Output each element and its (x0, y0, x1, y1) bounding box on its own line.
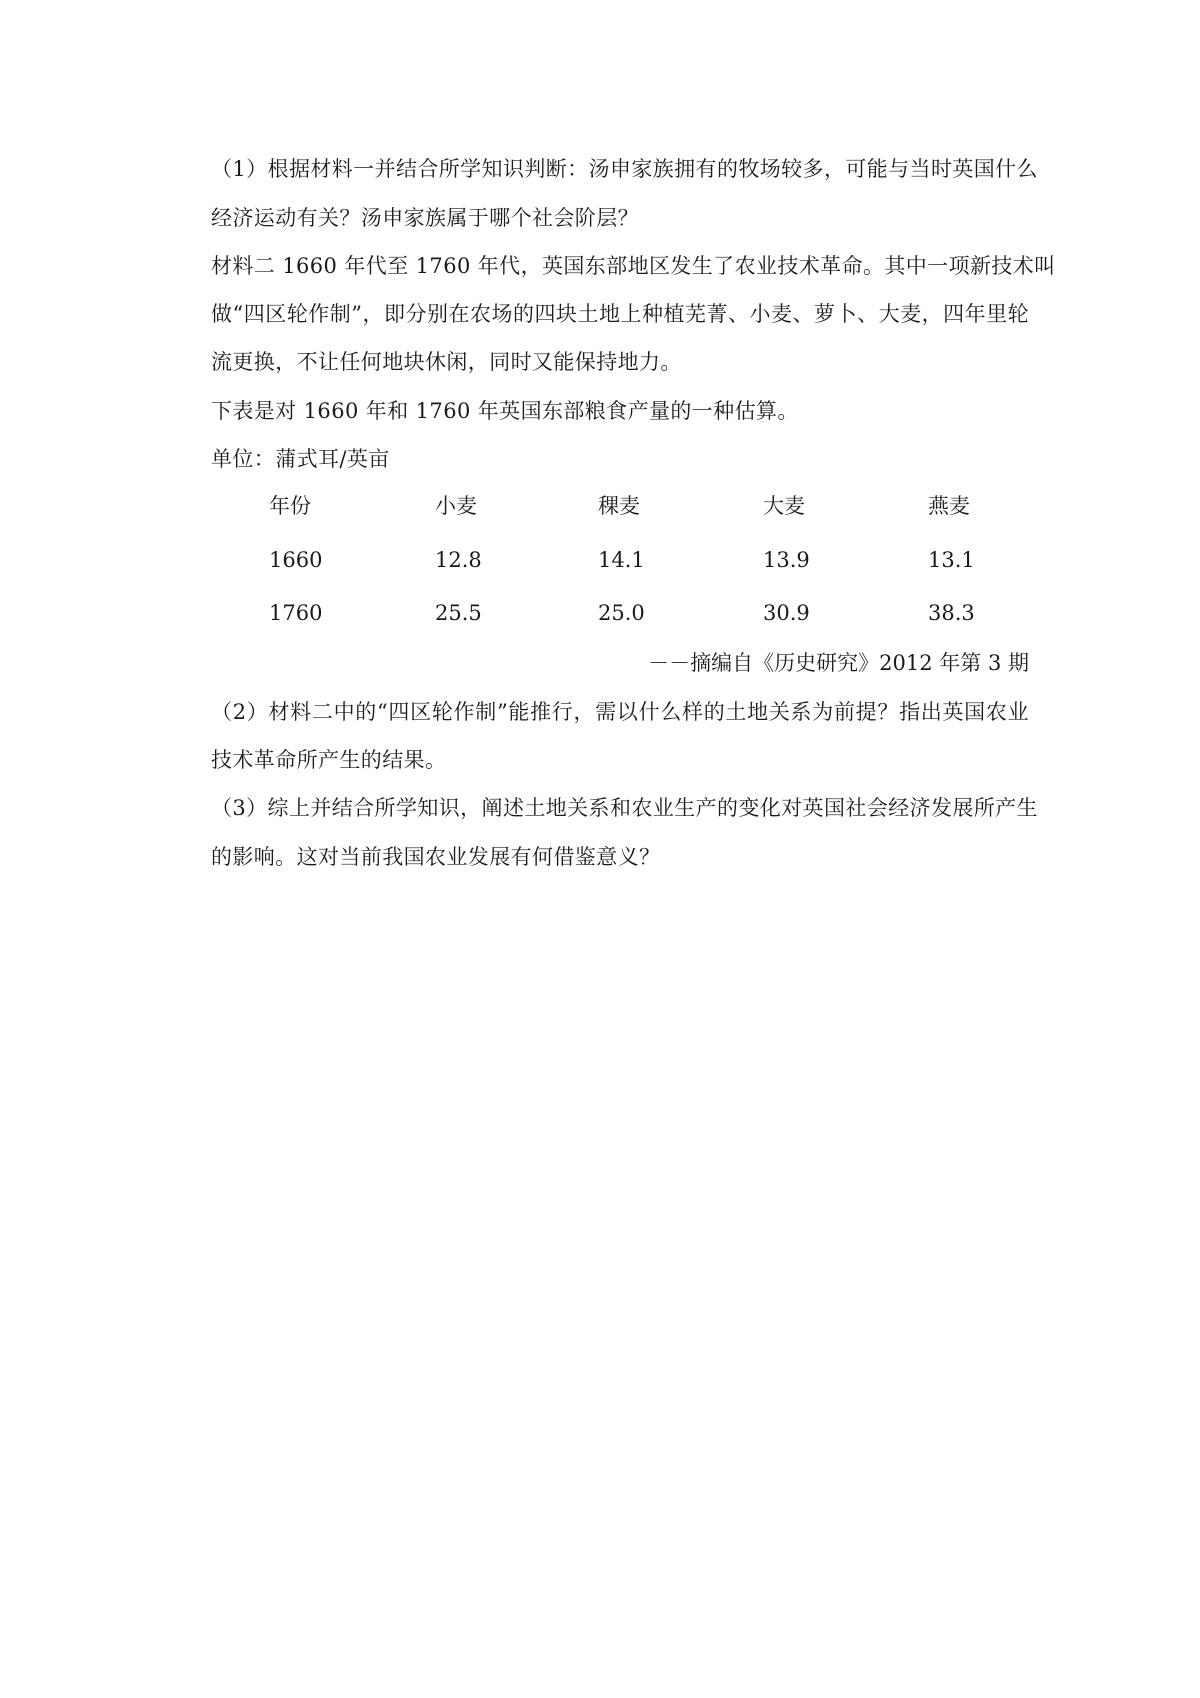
table-cell: 25.5 (435, 601, 482, 625)
material-2-line-2: 做“四区轮作制”，即分别在农场的四块土地上种植芜菁、小麦、萝卜、大麦，四年里轮 (211, 302, 1029, 326)
question-3-line-2: 的影响。这对当前我国农业发展有何借鉴意义？ (211, 845, 661, 869)
table-cell: 13.9 (763, 548, 810, 572)
question-1-line-1: （1）根据材料一并结合所学知识判断：汤申家族拥有的牧场较多，可能与当时英国什么 (211, 157, 1038, 181)
question-3-line-1: （3）综上并结合所学知识，阐述土地关系和农业生产的变化对英国社会经济发展所产生 (211, 796, 1038, 820)
table-cell: 14.1 (598, 548, 645, 572)
unit-label: 单位：蒲式耳/英亩 (211, 447, 390, 471)
question-1-line-2: 经济运动有关？汤申家族属于哪个社会阶层？ (211, 206, 639, 230)
question-2-line-1: （2）材料二中的“四区轮作制”能推行，需以什么样的土地关系为前提？指出英国农业 (211, 700, 1029, 724)
table-row (0, 598, 1200, 628)
table-header-row (0, 491, 1200, 521)
table-header-cell: 稞麦 (598, 494, 640, 518)
table-intro: 下表是对 1660 年和 1760 年英国东部粮食产量的一种估算。 (211, 399, 799, 423)
table-header-cell: 小麦 (435, 494, 477, 518)
table-header-cell: 大麦 (763, 494, 805, 518)
table-cell: 30.9 (763, 601, 810, 625)
table-cell: 38.3 (928, 601, 975, 625)
table-row (0, 545, 1200, 575)
table-header-cell: 年份 (269, 494, 311, 518)
question-2-line-2: 技术革命所产生的结果。 (211, 748, 447, 772)
source-citation: －－摘编自《历史研究》2012 年第 3 期 (648, 651, 1029, 675)
table-cell: 25.0 (598, 601, 645, 625)
material-2-line-1: 材料二 1660 年代至 1760 年代，英国东部地区发生了农业技术革命。其中一项新技术叫 (211, 254, 1056, 278)
material-2-line-3: 流更换，不让任何地块休闲，同时又能保持地力。 (211, 350, 682, 374)
table-cell: 1660 (269, 548, 323, 572)
table-cell: 13.1 (928, 548, 975, 572)
table-cell: 1760 (269, 601, 323, 625)
table-cell: 12.8 (435, 548, 482, 572)
table-header-cell: 燕麦 (928, 494, 970, 518)
